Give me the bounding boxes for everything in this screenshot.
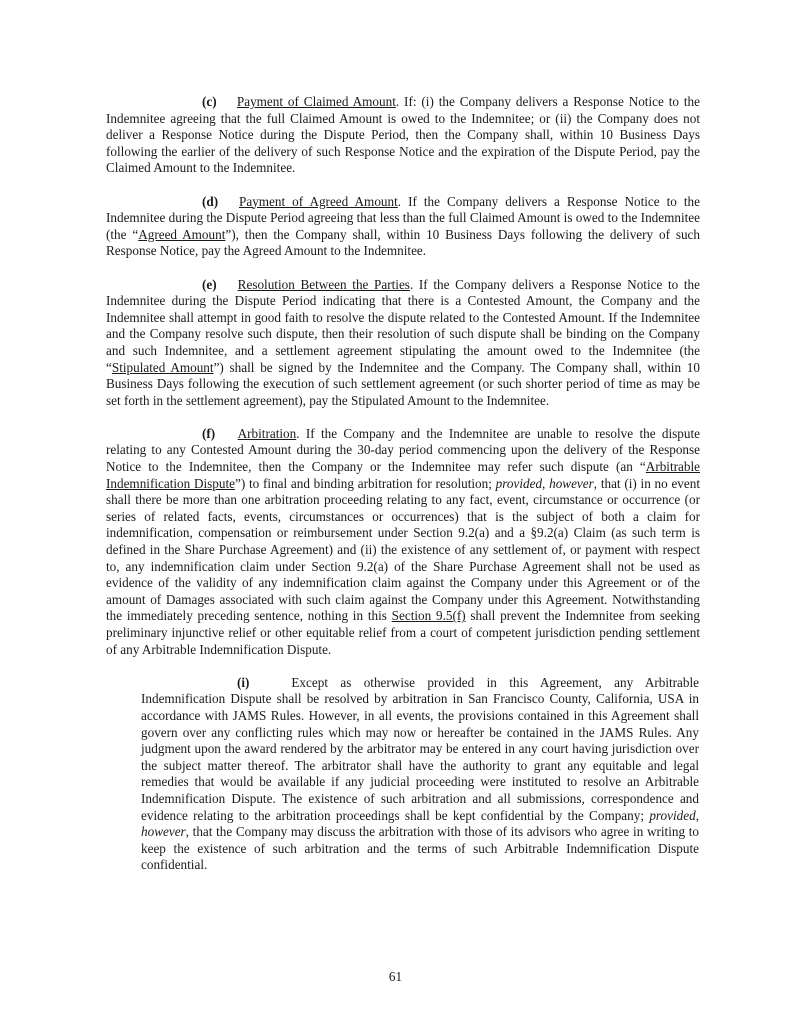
defined-term: Section 9.5(f) [391,608,466,624]
page-number: 61 [388,969,403,984]
italic-term: provided [495,475,543,491]
text-run: . If the Company delivers a Response Notice to the Indemnitee during the Dispute Period agreeing that less than the full Claimed Amount is owed to the Indemnitee (the “ [106,193,701,242]
section-label: (i) [237,674,250,690]
section-label: (e) [202,276,217,292]
defined-term: Arbitration [237,425,297,441]
defined-term: Payment of Claimed Amount [236,94,396,109]
italic-term: provided [649,807,696,823]
document-body [106,94,700,891]
section-label: (d) [202,193,219,209]
text-run: , [695,807,699,823]
section-text [141,675,699,873]
italic-term: however [549,475,594,491]
section-text [106,277,700,408]
defined-term: Resolution Between the Parties [237,276,410,292]
defined-term: Agreed Amount [138,226,226,242]
section-text [106,426,700,657]
text-run: ”) to final and binding arbitration for resolution; [235,475,496,491]
section-label: (c) [202,94,217,109]
text-run: shall prevent the Indemnitee from seeking preliminary injunctive relief or other equitable relief from a court of competent jurisdiction pending settlement of any Arbitrable Indemnification Dispute. [106,608,700,657]
defined-term: Payment of Agreed Amount [239,193,398,209]
text-run: . If the Company and the Indemnitee are unable to resolve the dispute relating to any Contested Amount during the 30-day period commencing upon the delivery of the Response Notice to the Indemnitee, then the Company or the Indemnitee may refer such dispute (an “ [106,425,700,475]
defined-term: Arbitrable Indemnification Dispute [106,459,700,491]
section-label: (f) [202,425,216,441]
text-run: . If: (i) the Company delivers a Response Notice to the Indemnitee agreeing that the full Claimed Amount is owed to the Indemnitee; or (ii) the Company does not deliver a Response Notice during the Dispute Period, then the Company shall, within 10 Business Days following the earlier of the delivery of such Response Notice and the expiration of the Dispute Period, pay the Claimed Amount to the Indemnitee. [106,94,700,176]
section-c-payment-of-claimed-amount [106,94,700,177]
text-run: . If the Company delivers a Response Notice to the Indemnitee during the Dispute Period indicating that there is a Contested Amount, the Company and the Indemnitee shall attempt in good faith to resolve the dispute related to the Contested Amount. If the Indemnitee and the Company resolve such dispute, then their resolution of such dispute shall be binding on the Company and such Indemnitee, and a settlement agreement stipulating the amount owed to the Indemnitee (the “ [106,276,701,375]
text-run: Except as otherwise provided in this Agreement, any Arbitrable Indemnification Dispute shall be resolved by arbitration in San Francisco County, California, USA in accordance with JAMS Rules. However, in all events, the provisions contained in this Agreement shall govern over any conflicting rules which may now or hereafter be contained in the JAMS Rules. Any judgment upon the award rendered by the arbitrator may be entered in any court having jurisdiction over the subject matter thereof. The arbitrator shall have the authority to grant any equitable and legal remedies that would be available if any judicial proceeding were instituted to resolve an Arbitrable Indemnification Dispute. The existence of such arbitration and all submissions, correspondence and evidence relating to the arbitration proceedings shall be kept confidential by the Company; [141,674,700,823]
text-run: , [542,475,550,491]
section-e-resolution-between-parties [106,277,700,410]
section-d-payment-of-agreed-amount [106,194,700,260]
defined-term: Stipulated Amount [111,359,214,375]
section-text [106,194,700,259]
text-run: ”) shall be signed by the Indemnitee and the Company. The Company shall, within 10 Business Days following the execution of such settlement agreement (or such shorter period of time as may be set forth in the settlement agreement), pay the Stipulated Amount to the Indemnitee. [106,359,700,408]
section-text [106,94,700,175]
text-run: , that the Company may discuss the arbitration with those of its advisors who agree in writing to keep the existence of such arbitration and the terms of such Arbitrable Indemnification Dispute confidential. [141,824,699,873]
section-f-i-arbitration-venue [141,675,699,874]
text-run: , that (i) in no event shall there be more than one arbitration proceeding relating to any fact, event, circumstance or occurrence (or series of related facts, events, circumstances or occurrences) that is the subject of both a claim for indemnification, compensation or reimbursement under Section 9.2(a) and a §9.2(a) Claim (as such term is defined in the Share Purchase Agreement) and (ii) the existence of any settlement of, or payment with respect to, any indemnification claim under Section 9.2(a) of the Share Purchase Agreement shall not be used as evidence of the validity of any indemnification claim against the Company under this Agreement or of the amount of Damages associated with such claim against the Company under this Agreement. Notwithstanding the immediately preceding sentence, nothing in this [106,475,701,624]
section-f-arbitration [106,426,700,658]
italic-term: however [141,824,186,840]
text-run: ”), then the Company shall, within 10 Business Days following the delivery of such Response Notice, pay the Agreed Amount to the Indemnitee. [106,226,700,259]
